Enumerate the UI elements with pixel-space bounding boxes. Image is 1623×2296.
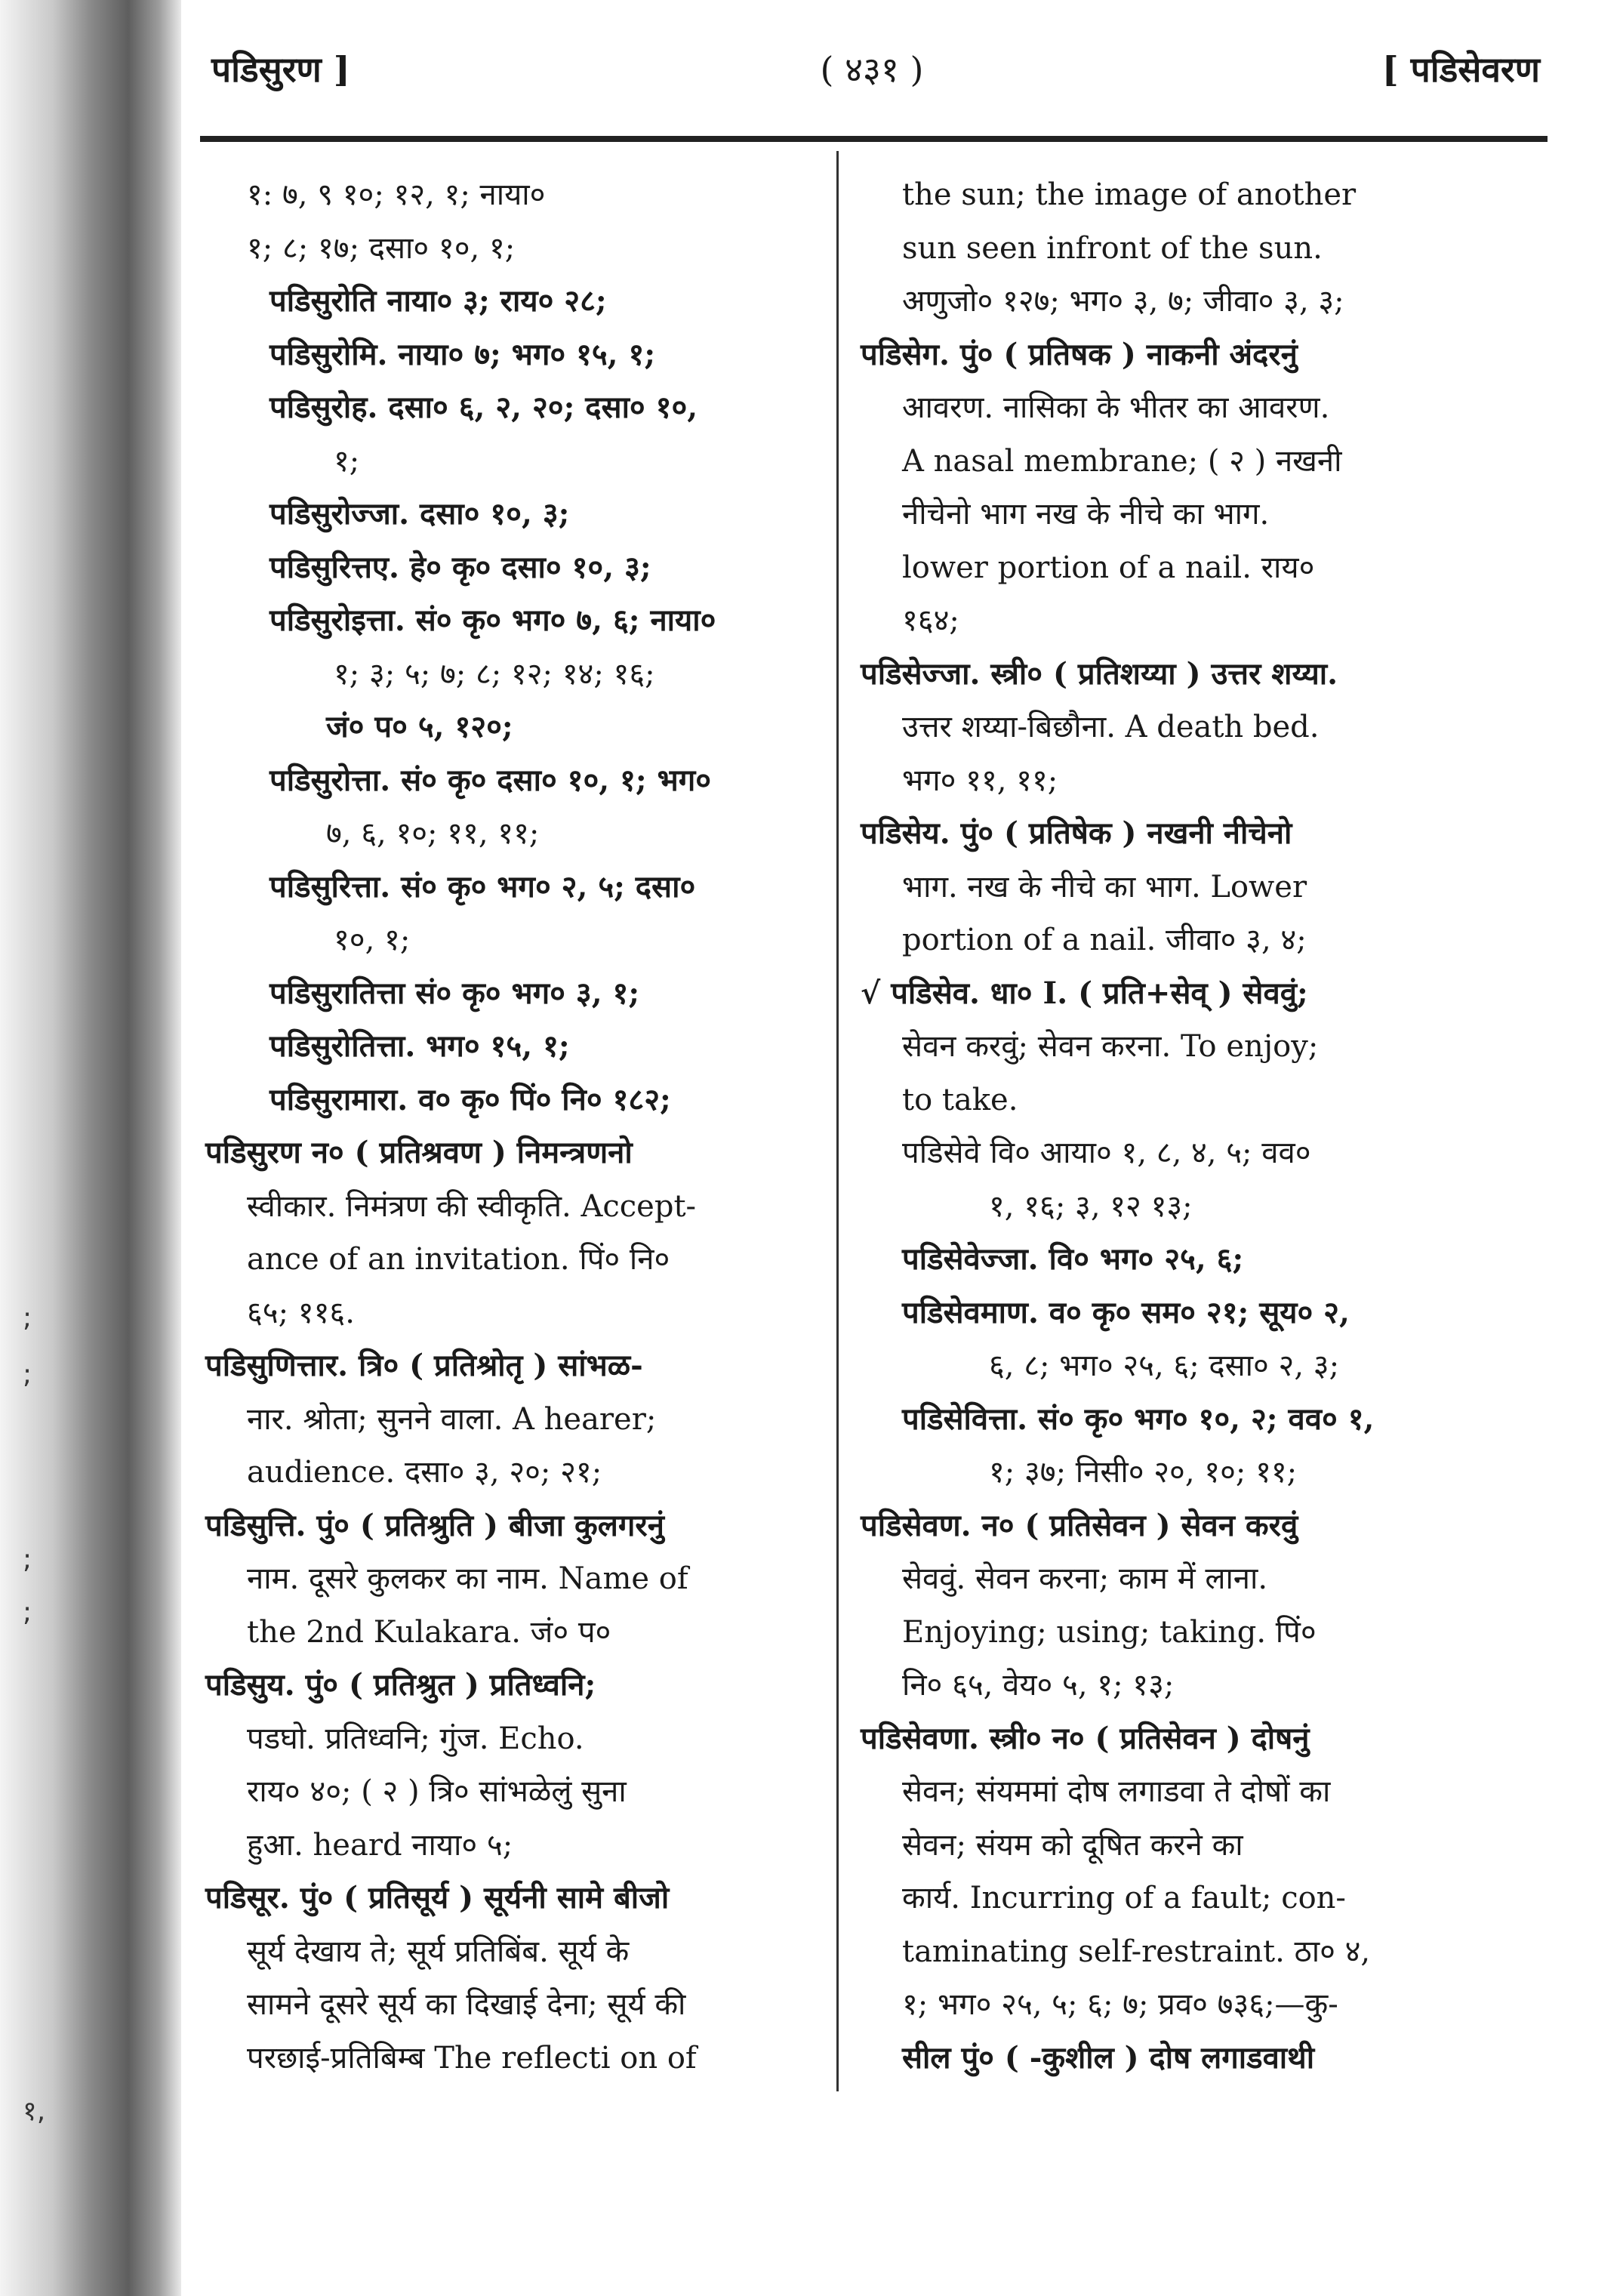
right-column-line: पडिसेज्जा. स्त्री० ( प्रतिशय्या ) उत्तर शय्या. [861, 655, 1338, 692]
left-column-line: १: ७, ९ १०; १२, १; नाया० [247, 177, 546, 212]
left-column-line: पडिसुणित्तार. त्रि० ( प्रतिश्रोतृ ) सांभळ- [205, 1348, 643, 1383]
page-number: ( ४३१ ) [820, 49, 924, 90]
left-column-line: पडिसुरोज्जा. दसा० १०, ३; [269, 496, 570, 532]
left-column-line: पडिसुरोति नाया० ३; राय० २८; [269, 283, 607, 319]
gutter-mark: ; [23, 1359, 32, 1390]
left-column-line: ७, ६, १०; ११, ११; [326, 816, 540, 851]
right-column-line: १६४; [902, 603, 959, 638]
right-column-line: portion of a nail. जीवा० ३, ४; [902, 923, 1307, 957]
right-column-line: भग० ११, ११; [902, 763, 1058, 798]
right-column-line: सेवन; संयममां दोष लगाडवा ते दोषों का [902, 1774, 1331, 1809]
left-column-line: सूर्य देखाय ते; सूर्य प्रतिबिंब. सूर्य के [247, 1934, 630, 1969]
right-column-line: पडिसेग. पुं० ( प्रतिषक ) नाकनी अंदरनुं [861, 336, 1298, 372]
left-column-line: १; [334, 443, 360, 479]
right-column-line: १; ३७; निसी० २०, १०; ११; [989, 1455, 1298, 1490]
left-column-line: १०, १; [334, 923, 411, 957]
left-column-line: पडिसुरित्तए. हे० कृ० दसा० १०, ३; [269, 549, 651, 585]
left-column-line: नार. श्रोता; सुनने वाला. A hearer; [247, 1401, 657, 1437]
right-column-line: आवरण. नासिका के भीतर का आवरण. [902, 390, 1330, 425]
right-column-line: पडिसेवेज्जा. वि० भग० २५, ६; [902, 1241, 1244, 1277]
right-column-line: A nasal membrane; ( २ ) नखनी [902, 443, 1342, 479]
right-column-line: नि० ६५, वेय० ५, १; १३; [902, 1668, 1175, 1703]
left-column-line: राय० ४०; ( २ ) त्रि० सांभळेलुं सुना [247, 1774, 627, 1809]
left-column-line: the 2nd Kulakara. जं० प० [247, 1614, 611, 1650]
left-column-line: पडिसुय. पुं० ( प्रतिश्रुत ) प्रतिध्वनि; [205, 1667, 596, 1703]
right-column-line: sun seen infront of the sun. [902, 230, 1323, 266]
left-column-line: पडिसुरोइत्ता. सं० कृ० भग० ७, ६; नाया० [269, 603, 716, 638]
page-gutter-shadow [0, 0, 181, 2296]
right-column-line: पडिसेय. पुं० ( प्रतिषेक ) नखनी नीचेनो [861, 815, 1292, 851]
left-column-line: जं० प० ५, १२०; [326, 709, 513, 744]
right-column-line: भाग. नख के नीचे का भाग. Lower [902, 869, 1307, 905]
left-column-line: पडिसुरातित्ता सं० कृ० भग० ३, १; [269, 975, 640, 1011]
left-column-line: पडघो. प्रतिध्वनि; गुंज. Echo. [247, 1721, 584, 1756]
left-column-line: पडिसुरण न० ( प्रतिश्रवण ) निमन्त्रणनो [205, 1135, 633, 1170]
right-column-line: सेवन; संयम को दूषित करने का [902, 1827, 1243, 1863]
left-column-line: परछाई-प्रतिबिम्ब The reflecti on of [247, 2040, 697, 2076]
gutter-mark: १, [23, 2096, 46, 2127]
left-column-line: पडिसुरोह. दसा० ६, २, २०; दसा० १०, [269, 390, 698, 425]
header-right-guideword: [ पडिसेवरण [1381, 49, 1540, 90]
gutter-mark: ; [23, 1302, 32, 1333]
left-column-line: पडिसुरोत्ता. सं० कृ० दसा० १०, १; भग० [269, 762, 712, 798]
left-column-line: पडिसुत्ति. पुं० ( प्रतिश्रुति ) बीजा कुलगरनुं [205, 1507, 664, 1543]
gutter-mark: ; [23, 1544, 32, 1575]
right-column-line: ६, ८; भग० २५, ६; दसा० २, ३; [989, 1348, 1340, 1383]
gutter-mark: ; [23, 1597, 32, 1628]
right-column-line: to take. [902, 1082, 1018, 1117]
left-column-line: हुआ. heard नाया० ५; [247, 1827, 513, 1863]
right-column-line: १, १६; ३, १२ १३; [989, 1188, 1193, 1224]
right-column-line: Enjoying; using; taking. पिं० [902, 1614, 1317, 1650]
right-column-line: १; भग० २५, ५; ६; ७; प्रव० ७३६;—कु- [902, 1987, 1338, 2022]
right-column-line: पडिसेवण. न० ( प्रतिसेवन ) सेवन करवुं [861, 1507, 1298, 1543]
left-column-line: १; ८; १७; दसा० १०, १; [247, 230, 516, 266]
column-divider [836, 151, 839, 2091]
right-column-line: the sun; the image of another [902, 177, 1357, 212]
right-column-line: नीचेनो भाग नख के नीचे का भाग. [902, 497, 1270, 532]
right-column-line: उत्तर शय्या-बिछौना. A death bed. [902, 710, 1320, 744]
left-column-line: audience. दसा० ३, २०; २१; [247, 1455, 602, 1490]
right-column-line: lower portion of a nail. राय० [902, 550, 1315, 585]
right-column-line: सेवन करवुं; सेवन करना. To enjoy; [902, 1029, 1319, 1064]
header-rule [200, 136, 1548, 142]
left-column-line: पडिसुरामारा. व० कृ० पिं० नि० १८२; [269, 1081, 671, 1117]
left-column-line: पडिसूर. पुं० ( प्रतिसूर्य ) सूर्यनी सामे बीजो [205, 1880, 670, 1915]
right-column-line: taminating self-restraint. ठा० ४, [902, 1934, 1371, 1969]
left-column-line: १; ३; ५; ७; ८; १२; १४; १६; [334, 656, 655, 692]
right-column-line: पडिसेवे वि० आया० १, ८, ४, ५; वव० [902, 1136, 1311, 1170]
left-column-line: ance of an invitation. पिं० नि० [247, 1242, 670, 1277]
left-column-line: सामने दूसरे सूर्य का दिखाई देना; सूर्य की [247, 1987, 686, 2022]
right-column-line: पडिसेवित्ता. सं० कृ० भग० १०, २; वव० १, [902, 1401, 1375, 1437]
right-column-line: पडिसेवणा. स्त्री० न० ( प्रतिसेवन ) दोषनुं [861, 1720, 1310, 1756]
page-header [204, 45, 1540, 106]
right-column-line: सेववुं. सेवन करना; काम में लाना. [902, 1561, 1268, 1596]
left-column-line: ६५; ११६. [247, 1295, 355, 1330]
left-column-line: पडिसुरोतित्ता. भग० १५, १; [269, 1028, 570, 1064]
left-column-line: स्वीकार. निमंत्रण की स्वीकृति. Accept- [247, 1188, 697, 1224]
left-column-line: नाम. दूसरे कुलकर का नाम. Name of [247, 1561, 688, 1596]
right-column-line: सील पुं० ( -कुशील ) दोष लगाडवाथी [902, 2039, 1315, 2076]
left-column-line: पडिसुरोमि. नाया० ७; भग० १५, १; [269, 336, 656, 372]
right-column-line: कार्य. Incurring of a fault; con- [902, 1881, 1346, 1915]
right-column-line: अणुजो० १२७; भग० ३, ७; जीवा० ३, ३; [902, 284, 1344, 319]
right-column-line: √ पडिसेव. धा० I. ( प्रति+सेव् ) सेववुं; [861, 975, 1308, 1011]
right-column-line: पडिसेवमाण. व० कृ० सम० २१; सूय० २, [902, 1294, 1350, 1330]
left-column-line: पडिसुरित्ता. सं० कृ० भग० २, ५; दसा० [269, 868, 696, 905]
header-left-guideword: पडिसुरण ] [211, 49, 350, 90]
